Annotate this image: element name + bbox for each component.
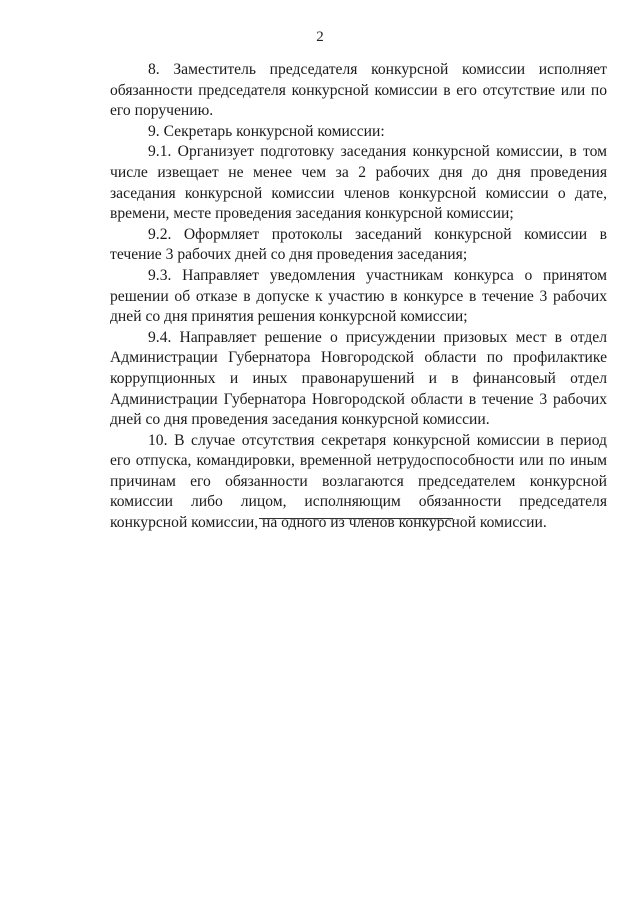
paragraph-10: 10. В случае отсутствия секретаря конкурсной комиссии в период его отпуска, командировки, временной нетрудоспособности или по иным причинам его обязанности возлагаются председателем конкурсной комиссии либо лицом, исполняющим обязанности председателя конкурсной комиссии, на одного из членов конкурсной комиссии.	[110, 431, 607, 532]
paragraph-9-4: 9.4. Направляет решение о присуждении призовых мест в отдел Администрации Губернатора Новгородской области по профилактике коррупционных и иных правонарушений и в финансовый отдел Администрации Губернатора Новгородской области в течение 3 рабочих дней со дня проведения заседания конкурсной комиссии.	[110, 328, 607, 429]
paragraph-9-1: 9.1. Организует подготовку заседания конкурсной комиссии, в том числе извещает не менее чем за 2 рабочих дня до дня проведения заседания конкурсной комиссии членов конкурсной комиссии о дате, времени, месте проведения заседания конкурсной комиссии;	[110, 143, 607, 223]
document-body	[110, 60, 607, 534]
page-number: 2	[316, 29, 324, 45]
paragraph-9-3: 9.3. Направляет уведомления участникам конкурса о принятом решении об отказе в допуске к участию в конкурсе в течение 3 рабочих дней со дня принятия решения конкурсной комиссии;	[110, 266, 607, 326]
end-divider-line	[259, 518, 453, 519]
paragraph-9-2: 9.2. Оформляет протоколы заседаний конкурсной комиссии в течение 3 рабочих дней со дня проведения заседания;	[110, 225, 607, 264]
paragraph-8: 8. Заместитель председателя конкурсной комиссии исполняет обязанности председателя конкурсной комиссии в его отсутствие или по его поручению.	[110, 61, 607, 120]
paragraph-9: 9. Секретарь конкурсной комиссии:	[148, 122, 385, 140]
